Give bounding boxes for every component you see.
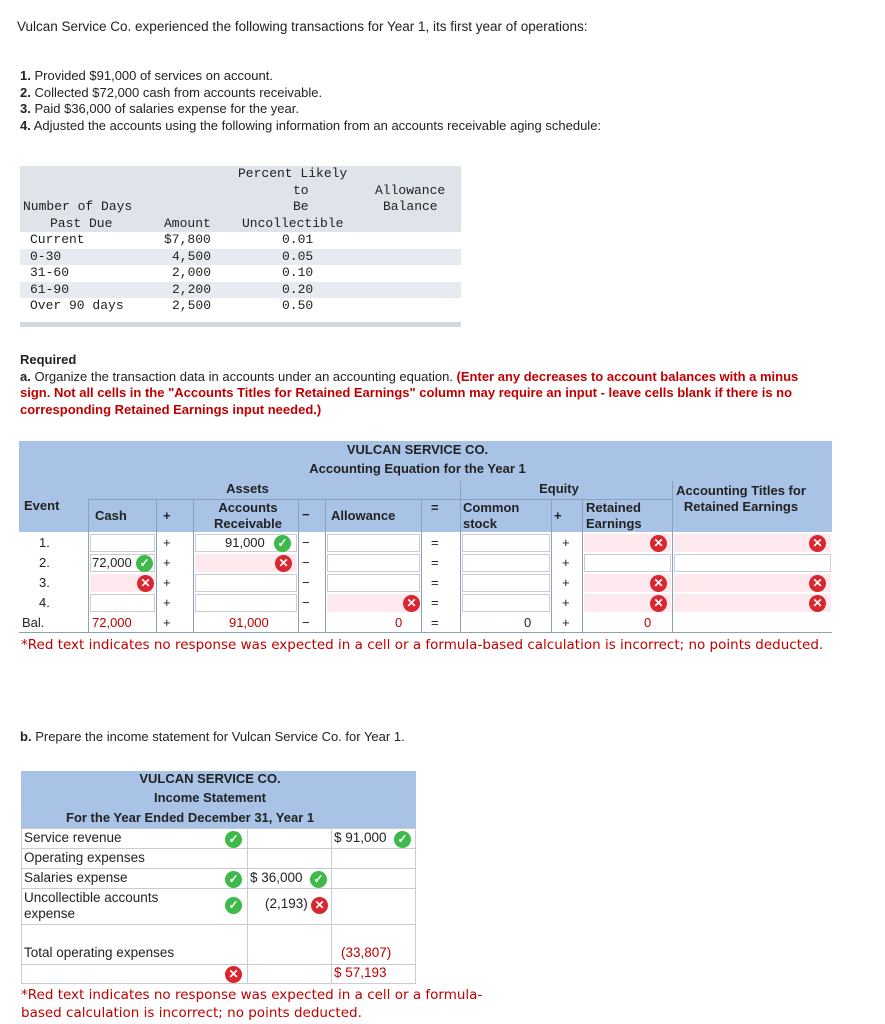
x-icon: ✕ bbox=[809, 595, 826, 612]
titles-select[interactable] bbox=[674, 554, 831, 572]
company-name: VULCAN SERVICE CO. bbox=[346, 442, 489, 457]
allowance-header: Allowance bbox=[331, 508, 396, 523]
transaction-list bbox=[20, 68, 601, 134]
part-b-instructions: b. Prepare the income statement for Vulcan Service Co. for Year 1. bbox=[20, 729, 405, 744]
table-row: Over 90 days 2,500 0.50 bbox=[30, 298, 314, 313]
assets-label: Assets bbox=[226, 481, 269, 496]
percent-header-line: Percent Likely bbox=[238, 166, 348, 181]
allowance-input[interactable] bbox=[327, 534, 420, 552]
red-text-note: *Red text indicates no response was expected in a cell or a formula-based calculation is incorrect; no points deducted. bbox=[21, 637, 824, 653]
part-a-instructions: a. Organize the transaction data in accounts under an accounting equation. (Enter any decreases to account balances with a minus sign. Not all cells in the "Accounts Titles for Retained Earnings" column may require an input - leave cells blank if there is no corresponding Retained Earnings input needed.) bbox=[20, 368, 799, 417]
check-icon: ✓ bbox=[394, 831, 411, 848]
table-row: 61-90 2,200 0.20 bbox=[20, 282, 461, 299]
x-icon: ✕ bbox=[137, 575, 154, 592]
common-stock-input[interactable] bbox=[462, 594, 550, 612]
red-text-note: *Red text indicates no response was expected in a cell or a formula-based calculation is incorrect; no points deducted. bbox=[21, 987, 483, 1021]
total-operating-expenses-value: (33,807) bbox=[341, 945, 392, 960]
allowance-header-line: Balance bbox=[383, 199, 438, 214]
balance-ar: 91,000 bbox=[229, 615, 269, 630]
table-row: 31-60 2,000 0.10 bbox=[30, 265, 314, 280]
common-stock-input[interactable] bbox=[462, 554, 550, 572]
ar-header: Accounts Receivable bbox=[214, 500, 282, 531]
check-icon: ✓ bbox=[225, 871, 242, 888]
common-stock-input[interactable] bbox=[462, 534, 550, 552]
allowance-input[interactable] bbox=[327, 574, 420, 592]
x-icon: ✕ bbox=[650, 535, 667, 552]
table-row: 0-30 4,500 0.05 bbox=[20, 249, 461, 266]
common-stock-input[interactable] bbox=[462, 574, 550, 592]
income-period: For the Year Ended December 31, Year 1 bbox=[66, 810, 315, 825]
balance-allowance: 0 bbox=[395, 615, 403, 630]
service-revenue-value[interactable]: $ 91,000 bbox=[334, 830, 387, 845]
allowance-input[interactable] bbox=[327, 554, 420, 572]
cash-header: Cash bbox=[95, 508, 127, 523]
balance-common-stock: 0 bbox=[524, 615, 532, 630]
check-icon: ✓ bbox=[225, 831, 242, 848]
x-icon: ✕ bbox=[809, 575, 826, 592]
cash-input[interactable] bbox=[90, 534, 155, 552]
list-item: 3. Paid $36,000 of salaries expense for the year. bbox=[20, 101, 299, 116]
net-income-value: $ 57,193 bbox=[334, 965, 387, 980]
percent-header-line: Uncollectible bbox=[242, 215, 344, 231]
list-item: 1. Provided $91,000 of services on account. bbox=[20, 68, 273, 83]
x-icon: ✕ bbox=[403, 595, 420, 612]
titles-select[interactable] bbox=[674, 534, 831, 552]
percent-header-line: Be bbox=[293, 199, 309, 214]
days-header-line: Number of Days bbox=[23, 199, 133, 214]
amount-header: Amount bbox=[164, 215, 211, 231]
cash-input[interactable] bbox=[90, 594, 155, 612]
equation-title: Accounting Equation for the Year 1 bbox=[309, 461, 526, 476]
x-icon: ✕ bbox=[311, 897, 328, 914]
check-icon: ✓ bbox=[274, 535, 291, 552]
titles-header: Accounting Titles for Retained Earnings bbox=[676, 483, 806, 514]
balance-retained-earnings: 0 bbox=[644, 615, 652, 630]
x-icon: ✕ bbox=[225, 966, 242, 983]
income-title: Income Statement bbox=[154, 790, 266, 805]
balance-cash: 72,000 bbox=[92, 615, 132, 630]
titles-select[interactable] bbox=[674, 574, 831, 592]
x-icon: ✕ bbox=[650, 595, 667, 612]
table-row: Current $7,800 0.01 bbox=[30, 232, 314, 247]
required-heading: Required bbox=[20, 352, 77, 367]
x-icon: ✕ bbox=[275, 555, 292, 572]
days-header-line: Past Due bbox=[50, 215, 113, 231]
intro-text: Vulcan Service Co. experienced the following transactions for Year 1, its first year of operations: bbox=[17, 19, 588, 34]
retained-earnings-header: Retained Earnings bbox=[586, 500, 642, 531]
income-statement bbox=[21, 771, 416, 984]
list-item: 2. Collected $72,000 cash from accounts receivable. bbox=[20, 84, 323, 100]
balance-label: Bal. bbox=[22, 615, 45, 630]
equity-label: Equity bbox=[539, 481, 579, 496]
accounting-equation-table: VULCAN SERVICE CO. Accounting Equation for the Year 1 Assets Equity Event Cash + Accounts Receivable − Allowance = Common stock + Retained Earnings Accounting Titles for Retained Earnings 1. + 91,000 ✓ − = + ✕ ✕ 2. 72,000 ✓ + ✕ − = + 3. ✕ + − = + ✕ ✕ 4. + − ✕ = + ✕ ✕ Bal. 72,000 + 91,000 − 0 = 0 + 0 bbox=[19, 441, 832, 633]
ar-input[interactable] bbox=[195, 594, 297, 612]
list-item: 4. Adjusted the accounts using the following information from an accounts receivable aging schedule: bbox=[20, 117, 602, 133]
uncollectible-expense-value[interactable]: (2,193) bbox=[265, 896, 308, 911]
common-stock-header: Common stock bbox=[463, 500, 520, 531]
check-icon: ✓ bbox=[310, 871, 327, 888]
event-header: Event bbox=[24, 498, 60, 513]
service-revenue-label: Service revenue bbox=[24, 830, 122, 845]
check-icon: ✓ bbox=[225, 897, 242, 914]
total-operating-expenses-label: Total operating expenses bbox=[24, 945, 175, 960]
salaries-expense-value[interactable]: $ 36,000 bbox=[250, 870, 303, 885]
ar-input[interactable] bbox=[195, 574, 297, 592]
table-divider bbox=[20, 322, 461, 327]
x-icon: ✕ bbox=[650, 575, 667, 592]
uncollectible-expense-label: Uncollectible accounts expense bbox=[24, 890, 159, 921]
aging-schedule-table bbox=[20, 166, 461, 328]
salaries-expense-label: Salaries expense bbox=[24, 870, 128, 885]
operating-expenses-label: Operating expenses bbox=[24, 850, 145, 865]
titles-select[interactable] bbox=[674, 594, 831, 612]
check-icon: ✓ bbox=[136, 555, 153, 572]
allowance-header-line: Allowance bbox=[375, 182, 446, 198]
x-icon: ✕ bbox=[809, 535, 826, 552]
percent-header-line: to bbox=[293, 182, 309, 198]
income-company: VULCAN SERVICE CO. bbox=[139, 771, 281, 786]
retained-earnings-input[interactable] bbox=[584, 554, 671, 572]
required-section bbox=[20, 352, 810, 418]
